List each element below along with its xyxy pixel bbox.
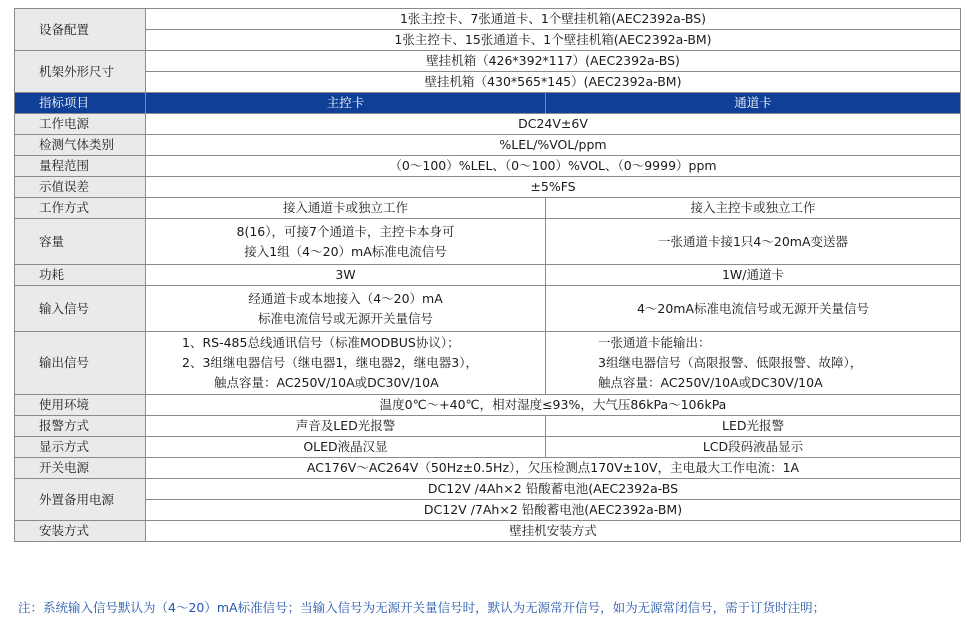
gas-label: 检测气体类别 <box>15 135 146 156</box>
row-switch-power <box>15 458 961 479</box>
install-value: 壁挂机安装方式 <box>146 521 961 542</box>
output-main <box>146 332 546 395</box>
dims-label: 机架外形尺寸 <box>15 51 146 93</box>
capacity-main-line-2: 接入1组（4～20）mA标准电流信号 <box>244 243 447 259</box>
row-dims-2 <box>15 72 961 93</box>
mode-main: 接入通道卡或独立工作 <box>146 198 546 219</box>
mode-channel: 接入主控卡或独立工作 <box>546 198 961 219</box>
row-input <box>15 286 961 332</box>
alarm-main: 声音及LED光报警 <box>146 416 546 437</box>
header-main-card: 主控卡 <box>146 93 546 114</box>
row-install <box>15 521 961 542</box>
config-label: 设备配置 <box>15 9 146 51</box>
output-channel-line-1: 一张通道卡能输出： <box>598 335 711 350</box>
input-channel: 4～20mA标准电流信号或无源开关量信号 <box>546 286 961 332</box>
header-channel-card: 通道卡 <box>546 93 961 114</box>
row-mode <box>15 198 961 219</box>
error-value: ±5%FS <box>146 177 961 198</box>
switch-power-label: 开关电源 <box>15 458 146 479</box>
row-consumption <box>15 265 961 286</box>
output-channel-line-3: 触点容量：AC250V/10A或DC30V/10A <box>598 375 823 390</box>
power-value: DC24V±6V <box>146 114 961 135</box>
mode-label: 工作方式 <box>15 198 146 219</box>
output-main-line-1: 1、RS-485总线通讯信号（标准MODBUS协议）； <box>182 335 460 350</box>
error-label: 示值误差 <box>15 177 146 198</box>
output-label: 输出信号 <box>15 332 146 395</box>
header-row <box>15 93 961 114</box>
row-capacity <box>15 219 961 265</box>
backup-option-bs: DC12V /4Ah×2 铅酸蓄电池(AEC2392a-BS <box>146 479 961 500</box>
config-option-bm: 1张主控卡、15张通道卡、1个壁挂机箱(AEC2392a-BM) <box>146 30 961 51</box>
input-label: 输入信号 <box>15 286 146 332</box>
env-label: 使用环境 <box>15 395 146 416</box>
alarm-channel: LED光报警 <box>546 416 961 437</box>
install-label: 安装方式 <box>15 521 146 542</box>
row-alarm <box>15 416 961 437</box>
range-label: 量程范围 <box>15 156 146 177</box>
output-main-line-3: 触点容量：AC250V/10A或DC30V/10A <box>214 375 439 390</box>
capacity-channel: 一张通道卡接1只4～20mA变送器 <box>546 219 961 265</box>
row-range <box>15 156 961 177</box>
header-item: 指标项目 <box>15 93 146 114</box>
row-gas <box>15 135 961 156</box>
row-config-1 <box>15 9 961 30</box>
consumption-channel: 1W/通道卡 <box>546 265 961 286</box>
switch-power-value: AC176V～AC264V（50Hz±0.5Hz），欠压检测点170V±10V，主电最大工作电流：1A <box>146 458 961 479</box>
output-channel-line-2: 3组继电器信号（高限报警、低限报警、故障）， <box>598 355 863 370</box>
config-option-bs: 1张主控卡、7张通道卡、1个壁挂机箱(AEC2392a-BS) <box>146 9 961 30</box>
row-env <box>15 395 961 416</box>
footnote: 注：系统输入信号默认为（4～20）mA标准信号；当输入信号为无源开关量信号时，默认为无源常开信号，如为无源常闭信号，需于订货时注明； <box>18 600 826 615</box>
row-config-2 <box>15 30 961 51</box>
display-channel: LCD段码液晶显示 <box>546 437 961 458</box>
backup-label: 外置备用电源 <box>15 479 146 521</box>
row-output <box>15 332 961 395</box>
row-backup-2 <box>15 500 961 521</box>
capacity-label: 容量 <box>15 219 146 265</box>
display-main: OLED液晶汉显 <box>146 437 546 458</box>
row-power <box>15 114 961 135</box>
gas-value: %LEL/%VOL/ppm <box>146 135 961 156</box>
consumption-main: 3W <box>146 265 546 286</box>
input-main-line-2: 标准电流信号或无源开关量信号 <box>257 310 433 326</box>
dims-option-bm: 壁挂机箱（430*565*145）(AEC2392a-BM) <box>146 72 961 93</box>
display-label: 显示方式 <box>15 437 146 458</box>
row-backup-1 <box>15 479 961 500</box>
capacity-main-line-1: 8(16），可接7个通道卡，主控卡本身可 <box>236 223 455 239</box>
capacity-main <box>146 219 546 265</box>
dims-option-bs: 壁挂机箱（426*392*117）(AEC2392a-BS) <box>146 51 961 72</box>
alarm-label: 报警方式 <box>15 416 146 437</box>
row-dims-1 <box>15 51 961 72</box>
power-label: 工作电源 <box>15 114 146 135</box>
consumption-label: 功耗 <box>15 265 146 286</box>
output-main-line-2: 2、3组继电器信号（继电器1，继电器2，继电器3）， <box>182 355 479 370</box>
row-display <box>15 437 961 458</box>
backup-option-bm: DC12V /7Ah×2 铅酸蓄电池(AEC2392a-BM) <box>146 500 961 521</box>
range-value: （0～100）%LEL、（0～100）%VOL、（0～9999）ppm <box>146 156 961 177</box>
env-value: 温度0℃～+40℃，相对湿度≤93%，大气压86kPa～106kPa <box>146 395 961 416</box>
input-main-line-1: 经通道卡或本地接入（4～20）mA <box>248 290 443 306</box>
row-error <box>15 177 961 198</box>
input-main <box>146 286 546 332</box>
output-channel <box>546 332 961 395</box>
spec-table <box>14 8 961 542</box>
